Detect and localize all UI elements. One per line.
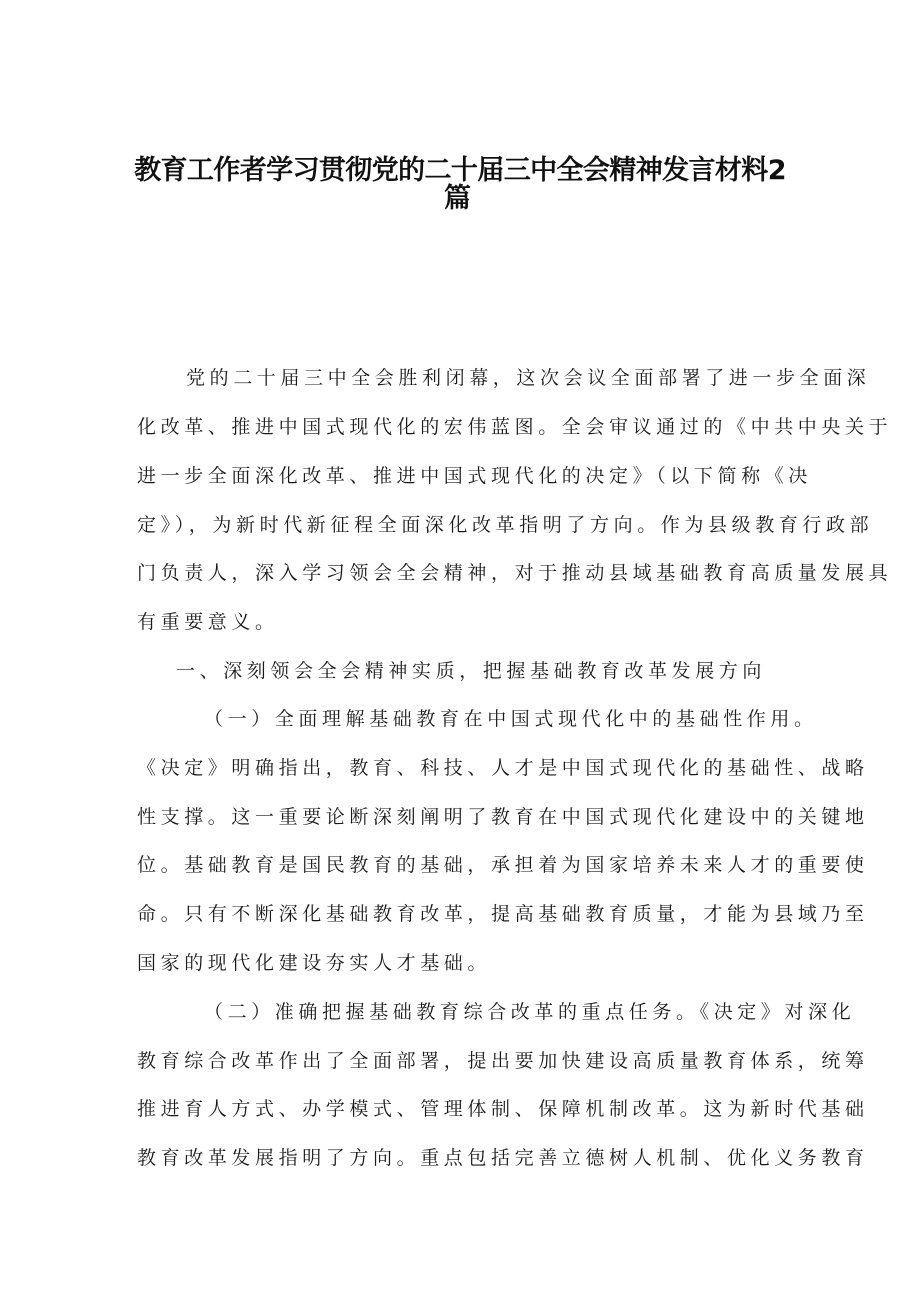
- paragraph-2-line-4: 命。只有不断深化基础教育改革，提高基础教育质量，才能为县域乃至: [137, 903, 869, 925]
- paragraph-2-line-5: 国家的现代化建设夯实人才基础。: [137, 952, 492, 974]
- subheading-1: （一）全面理解基础教育在中国式现代化中的基础性作用。: [204, 708, 818, 730]
- paragraph-3-line-3: 教育改革发展指明了方向。重点包括完善立德树人机制、优化义务教育: [137, 1147, 869, 1169]
- paragraph-1-line-3: 进一步全面深化改革、推进中国式现代化的决定》（以下简称《决: [137, 465, 812, 487]
- paragraph-1-line-1: 党的二十届三中全会胜利闭幕，这次会议全面部署了进一步全面深: [186, 367, 871, 389]
- paragraph-3-line-1: 教育综合改革作出了全面部署，提出要加快建设高质量教育体系，统筹: [137, 1050, 869, 1072]
- paragraph-2-line-3: 位。基础教育是国民教育的基础，承担着为国家培养未来人才的重要使: [137, 854, 869, 876]
- paragraph-3-line-2: 推进育人方式、办学模式、管理体制、保障机制改革。这为新时代基础: [137, 1098, 869, 1120]
- paragraph-1-line-6: 有重要意义。: [137, 611, 279, 633]
- section-heading-1: 一、深刻领会全会精神实质，把握基础教育改革发展方向: [176, 660, 767, 682]
- paragraph-2-line-2: 性支撑。这一重要论断深刻阐明了教育在中国式现代化建设中的关键地: [137, 806, 869, 828]
- document-title-line-2: 篇: [444, 183, 471, 214]
- subheading-2: （二）准确把握基础教育综合改革的重点任务。《决定》对深化: [204, 1001, 856, 1023]
- paragraph-2-line-1: 《决定》明确指出，教育、科技、人才是中国式现代化的基础性、战略: [137, 757, 869, 779]
- document-title-line-1: 教育工作者学习贯彻党的二十届三中全会精神发言材料2: [134, 155, 786, 186]
- paragraph-1-line-4: 定》），为新时代新征程全面深化改革指明了方向。作为县级教育行政部: [137, 514, 874, 536]
- paragraph-1-line-5: 门负责人，深入学习领会全会精神，对于推动县域基础教育高质量发展具: [137, 562, 893, 584]
- paragraph-1-line-2: 化改革、推进中国式现代化的宏伟蓝图。全会审议通过的《中共中央关于: [137, 416, 893, 438]
